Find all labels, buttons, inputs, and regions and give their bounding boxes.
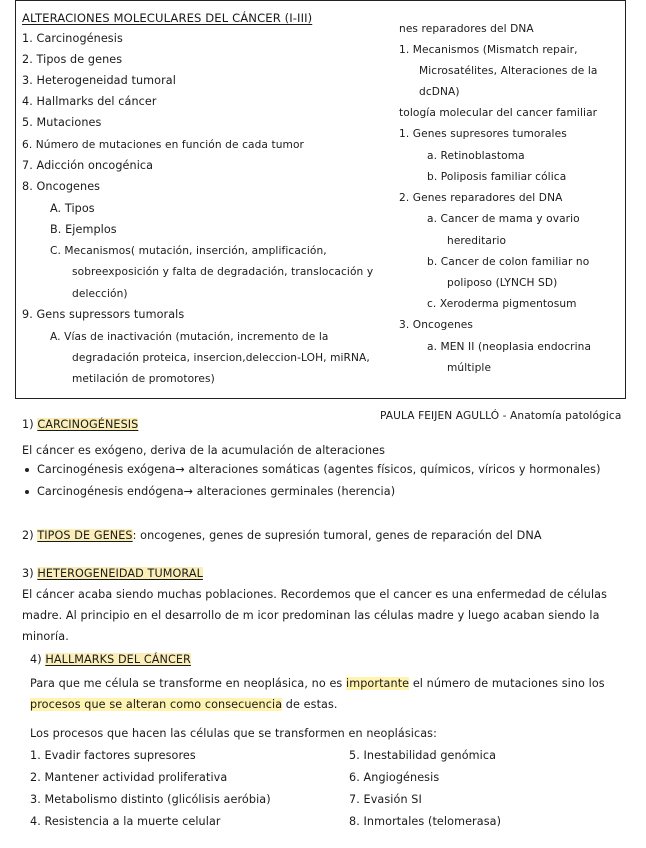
index-item: 3. Heterogeneidad tumoral	[22, 74, 176, 87]
paragraph-line	[30, 698, 338, 712]
index-item-cont: Microsatélites, Alteraciones de la	[419, 65, 598, 77]
text-run: el número de mutaciones sino los	[409, 677, 605, 690]
bullet-dot	[25, 490, 29, 494]
list-intro: Los procesos que hacen las células que se transformen en neoplásicas:	[30, 727, 437, 740]
text-run: de estas.	[282, 698, 338, 711]
hallmark-item: 5. Inestabilidad genómica	[349, 749, 497, 762]
section-number: 1)	[22, 418, 38, 431]
index-subitem: b. Cancer de colon familiar no	[427, 256, 590, 268]
section-heading	[22, 567, 203, 581]
index-subitem-cont: múltiple	[447, 362, 492, 374]
index-subitem-cont: hereditario	[447, 235, 507, 247]
paragraph-line: minoría.	[22, 630, 69, 643]
paragraph-line	[30, 677, 605, 691]
section-inline-text: : oncogenes, genes de supresión tumoral, genes de reparación del DNA	[132, 529, 542, 542]
index-subitem: A. Vías de inactivación (mutación, incremento de la	[50, 331, 329, 343]
paragraph-line: El cáncer es exógeno, deriva de la acumulación de alteraciones	[22, 444, 386, 457]
paragraph-line: madre. Al principio en el desarrollo de m icor predominan las células madre y luego acaban siendo la	[22, 609, 600, 622]
bullet-item: Carcinogénesis endógena→ alteraciones germinales (herencia)	[37, 485, 396, 498]
section-title: HETEROGENEIDAD TUMORAL	[37, 567, 203, 580]
hallmark-item: 4. Resistencia a la muerte celular	[30, 815, 221, 828]
index-item: 7. Adicción oncogénica	[22, 159, 154, 172]
index-subitem: C. Mecanismos( mutación, inserción, amplificación,	[50, 245, 327, 257]
index-subitem-cont: sobreexposición y falta de degradación, translocación y	[72, 266, 374, 278]
index-item: 9. Gens supressors tumorals	[22, 308, 185, 321]
index-subitem-cont: delección)	[72, 288, 128, 300]
section-number: 4)	[30, 653, 46, 666]
section-title: TIPOS DE GENES	[37, 529, 133, 542]
text-run: Para que me célula se transforme en neoplásica, no es	[30, 677, 347, 690]
index-title: ALTERACIONES MOLECULARES DEL CÁNCER (I-III)	[22, 11, 313, 25]
index-item: 3. Oncogenes	[399, 319, 474, 331]
index-item: 5. Mutaciones	[22, 116, 102, 129]
hallmark-item: 6. Angiogénesis	[349, 771, 440, 784]
hallmark-item: 7. Evasión SI	[349, 793, 422, 806]
index-subitem: B. Ejemplos	[50, 223, 117, 236]
highlighted-text: importante	[346, 677, 410, 690]
index-item: 2. Genes reparadores del DNA	[399, 192, 563, 204]
index-subitem: c. Xeroderma pigmentosum	[427, 298, 577, 310]
index-item: 1. Carcinogénesis	[22, 32, 123, 45]
highlighted-text: procesos que se alteran como consecuencia	[30, 698, 283, 711]
index-item-cont: dcDNA)	[419, 86, 460, 98]
index-subitem-cont: poliposo (LYNCH SD)	[447, 277, 558, 289]
index-subitem-cont: metilación de promotores)	[72, 373, 215, 385]
bullet-dot	[25, 468, 29, 472]
hallmark-item: 3. Metabolismo distinto (glicólisis aeróbia)	[30, 793, 271, 806]
index-item: 4. Hallmarks del cáncer	[22, 95, 157, 108]
hallmark-item: 2. Mantener actividad proliferativa	[30, 771, 228, 784]
bullet-item: Carcinogénesis exógena→ alteraciones somáticas (agentes físicos, químicos, víricos y hormonales)	[37, 463, 601, 476]
index-item: 2. Tipos de genes	[22, 53, 123, 66]
index-subitem: b. Poliposis familiar cólica	[427, 171, 567, 183]
hallmark-item: 8. Inmortales (telomerasa)	[349, 815, 502, 828]
author-line: PAULA FEIJEN AGULLÓ - Anatomía patológica	[380, 410, 622, 422]
index-subitem: a. MEN II (neoplasia endocrina	[427, 341, 592, 353]
index-item: tología molecular del cancer familiar	[399, 107, 598, 119]
section-title: CARCINOGÉNESIS	[37, 418, 139, 431]
hallmark-item: 1. Evadir factores supresores	[30, 749, 196, 762]
section-number: 3)	[22, 567, 38, 580]
index-item: 8. Oncogenes	[22, 180, 101, 193]
index-subitem: a. Cancer de mama y ovario	[427, 213, 580, 225]
index-subitem: a. Retinoblastoma	[427, 150, 525, 162]
section-title: HALLMARKS DEL CÁNCER	[45, 653, 191, 666]
index-subitem-cont: degradación proteica, insercion,deleccion-LOH, miRNA,	[72, 352, 370, 364]
index-item: 1. Mecanismos (Mismatch repair,	[399, 44, 578, 56]
paragraph-line: El cáncer acaba siendo muchas poblaciones. Recordemos que el cancer es una enfermedad de células	[22, 588, 608, 601]
index-item: 1. Genes supresores tumorales	[399, 128, 567, 140]
section-number: 2)	[22, 529, 38, 542]
section-heading	[30, 653, 191, 667]
index-item: nes reparadores del DNA	[399, 23, 534, 35]
section-heading	[22, 529, 542, 543]
index-subitem: A. Tipos	[50, 202, 95, 215]
index-item: 6. Número de mutaciones en función de cada tumor	[22, 139, 305, 151]
section-heading	[22, 418, 138, 432]
